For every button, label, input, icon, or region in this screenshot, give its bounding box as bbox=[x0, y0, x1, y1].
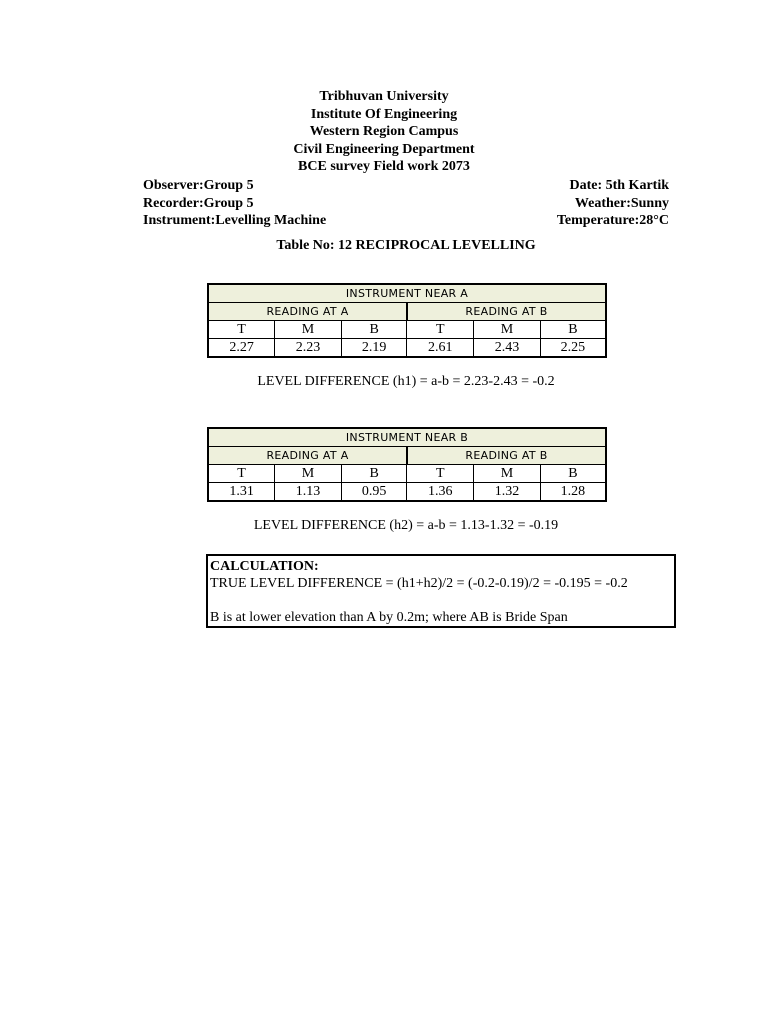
column-header: T bbox=[407, 321, 474, 339]
column-header: B bbox=[540, 465, 606, 483]
true-level-difference: TRUE LEVEL DIFFERENCE = (h1+h2)/2 = (-0.2-0.19)/2 = -0.195 = -0.2 bbox=[210, 576, 628, 591]
observer-text: Observer:Group 5 bbox=[143, 178, 254, 193]
table-cell: 1.36 bbox=[407, 483, 474, 502]
column-header: B bbox=[341, 321, 407, 339]
table-instrument-near-a bbox=[207, 283, 607, 358]
table1-reading-a: READING AT A bbox=[208, 303, 407, 321]
level-difference-h1: LEVEL DIFFERENCE (h1) = a-b = 2.23-2.43 = -0.2 bbox=[257, 374, 555, 389]
calculation-conclusion: B is at lower elevation than A by 0.2m; where AB is Bride Span bbox=[210, 610, 568, 625]
table-cell: 1.32 bbox=[474, 483, 541, 502]
column-header: M bbox=[474, 465, 541, 483]
calculation-title: CALCULATION: bbox=[210, 559, 319, 574]
column-header: B bbox=[540, 321, 606, 339]
instrument-text: Instrument:Levelling Machine bbox=[143, 213, 327, 228]
document-header bbox=[0, 88, 768, 176]
table-instrument-near-b bbox=[207, 427, 607, 502]
table-cell: 2.43 bbox=[474, 339, 541, 358]
table-cell: 2.23 bbox=[275, 339, 342, 358]
table1-values-row bbox=[208, 339, 606, 358]
spacer bbox=[210, 592, 672, 609]
table2-values-row bbox=[208, 483, 606, 502]
institute-name: Institute Of Engineering bbox=[310, 106, 458, 122]
column-header: M bbox=[275, 321, 342, 339]
table-title: Table No: 12 RECIPROCAL LEVELLING bbox=[276, 238, 536, 253]
table-cell: 1.31 bbox=[208, 483, 275, 502]
column-header: T bbox=[208, 321, 275, 339]
table2-reading-a: READING AT A bbox=[208, 447, 407, 465]
department-name: Civil Engineering Department bbox=[293, 141, 475, 157]
table-cell: 2.27 bbox=[208, 339, 275, 358]
table2-title: INSTRUMENT NEAR B bbox=[208, 428, 606, 447]
table-cell: 1.28 bbox=[540, 483, 606, 502]
table-cell: 2.61 bbox=[407, 339, 474, 358]
column-header: M bbox=[474, 321, 541, 339]
column-header: B bbox=[341, 465, 407, 483]
university-name: Tribhuvan University bbox=[319, 89, 449, 104]
campus-name: Western Region Campus bbox=[309, 124, 459, 139]
column-header: T bbox=[407, 465, 474, 483]
table2-column-headers bbox=[208, 465, 606, 483]
table-cell: 0.95 bbox=[341, 483, 407, 502]
recorder-text: Recorder:Group 5 bbox=[143, 195, 254, 211]
column-header: T bbox=[208, 465, 275, 483]
date-text: Date: 5th Kartik bbox=[569, 178, 669, 193]
calculation-box bbox=[206, 554, 676, 628]
temperature-text: Temperature:28°C bbox=[556, 213, 669, 228]
table-cell: 2.19 bbox=[341, 339, 407, 358]
weather-text: Weather:Sunny bbox=[574, 195, 669, 211]
level-difference-h2: LEVEL DIFFERENCE (h2) = a-b = 1.13-1.32 = -0.19 bbox=[253, 518, 559, 533]
table-cell: 2.25 bbox=[540, 339, 606, 358]
table-cell: 1.13 bbox=[275, 483, 342, 502]
event-name: BCE survey Field work 2073 bbox=[298, 159, 470, 174]
meta-left bbox=[143, 177, 326, 230]
table2-reading-b: READING AT B bbox=[407, 447, 606, 465]
meta-right bbox=[557, 177, 669, 230]
table1-column-headers bbox=[208, 321, 606, 339]
column-header: M bbox=[275, 465, 342, 483]
table1-title: INSTRUMENT NEAR A bbox=[208, 284, 606, 303]
table1-reading-b: READING AT B bbox=[407, 303, 606, 321]
